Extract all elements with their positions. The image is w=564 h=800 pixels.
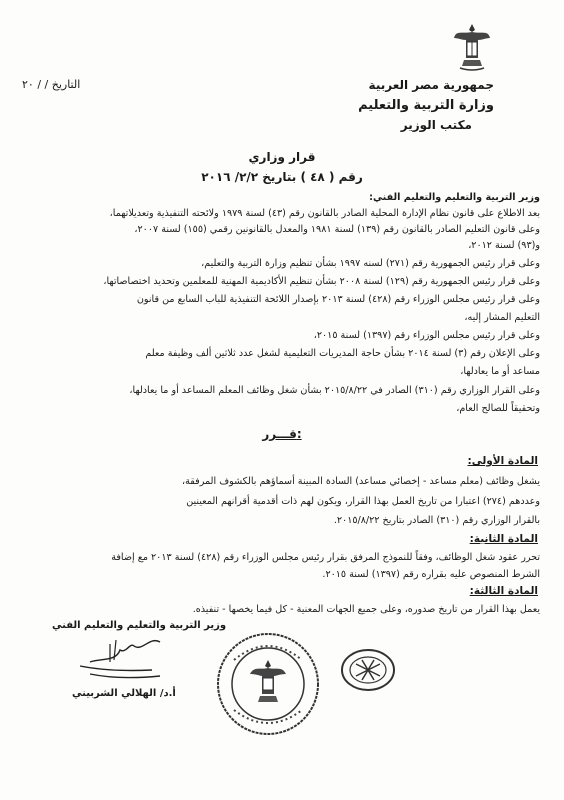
handwritten-signature bbox=[60, 632, 180, 682]
preamble-line: التعليم المشار إليه، bbox=[464, 312, 540, 323]
decree-number: رقم ( ٤٨ ) بتاريخ ٢/٢/ ٢٠١٦ bbox=[201, 170, 363, 184]
article-line: يشغل وظائف (معلم مساعد - إخصائي مساعد) السادة المبينة أسماؤهم بالكشوف المرفقة، bbox=[182, 476, 540, 487]
preamble-line: بعد الاطلاع على قانون نظام الإدارة المحلية الصادر بالقانون رقم (٤٣) لسنة ١٩٧٩ ولائحته التنفيذية وتعديلاتهما، bbox=[109, 208, 540, 219]
header-country: جمهورية مصر العربية bbox=[368, 78, 494, 92]
article-line: وعددهم (٢٧٤) اعتبارا من تاريخ العمل بهذا القرار، ويكون لهم ذات أقدمية أقرانهم المعينين bbox=[186, 496, 540, 507]
preamble-line: وعلى قانون التعليم الصادر بالقانون رقم (١٣٩) لسنة ١٩٨١ والمعدل بالقانونين رقمي (١٥٥) لسنة ٢٠٠٧، bbox=[134, 224, 540, 235]
header-ministry: وزارة التربية والتعليم bbox=[358, 98, 494, 113]
preamble-line: مساعد أو ما يعادلها، bbox=[460, 366, 540, 377]
preamble-line: وتحقيقاً للصالح العام، bbox=[456, 403, 540, 414]
article-line: تحرر عقود شغل الوظائف، وفقاً للنموذج المرفق بقرار رئيس مجلس الوزراء رقم (٤٢٨) لسنة ٢٠١٣ مع إضافة bbox=[111, 552, 540, 563]
preamble-line: وزير التربية والتعليم والتعليم الفني: bbox=[369, 192, 540, 203]
article-2-heading: المادة الثانية: bbox=[469, 533, 538, 545]
preamble-line: وعلى قرار رئيس الجمهورية رقم (٢٧١) لسنه ١٩٩٧ بشأن تنظيم وزارة التربية والتعليم، bbox=[201, 258, 540, 269]
date-label: التاريخ / / ٢٠ bbox=[22, 78, 81, 91]
preamble-line: وعلى قرار رئيس الجمهورية رقم (١٢٩) لسنة ٢٠٠٨ بشأن تنظيم الأكاديمية المهنية للمعلمين وتحديد اختصاصاتها، bbox=[103, 276, 540, 287]
small-stamp bbox=[340, 648, 396, 692]
preamble-line: و(٩٣) لسنة ٢٠١٢، bbox=[468, 240, 540, 251]
preamble-line: وعلى القرار الوزاري رقم (٣١٠) الصادر في ٢٠١٥/٨/٢٢ بشأن شغل وظائف المعلم المساعد أو ما يعادلها، bbox=[129, 385, 540, 396]
article-line: بالقرار الوزاري رقم (٣١٠) الصادر بتاريخ ٢٠١٥/٨/٢٢. bbox=[333, 515, 540, 526]
article-line: الشرط المنصوص عليه بقراره رقم (١٣٩٧) لسنة ٢٠١٥. bbox=[322, 569, 540, 580]
signatory-name: أ.د/ الهلالي الشربيني bbox=[72, 688, 176, 699]
article-1-heading: المادة الأولى: bbox=[467, 455, 538, 467]
preamble-line: وعلى قرار رئيس مجلس الوزراء رقم (١٣٩٧) لسنة ٢٠١٥، bbox=[313, 330, 540, 341]
preamble-line: وعلى الإعلان رقم (٣) لسنة ٢٠١٤ بشأن حاجة المديريات التعليمية لشغل عدد ثلاثين ألف وظيفة معلم bbox=[145, 348, 540, 359]
decision-heading: قـــرر: bbox=[262, 427, 302, 441]
egypt-eagle-emblem bbox=[452, 22, 492, 74]
article-3-heading: المادة الثالثة: bbox=[469, 585, 538, 597]
official-seal bbox=[214, 630, 322, 738]
signatory-title: وزير التربية والتعليم والتعليم الفني bbox=[52, 620, 227, 631]
article-line: يعمل بهذا القرار من تاريخ صدوره، وعلى جميع الجهات المعنية - كل فيما يخصها - تنفيذه. bbox=[192, 604, 540, 615]
preamble-line: وعلى قرار رئيس مجلس الوزراء رقم (٤٢٨) لسنة ٢٠١٣ بإصدار اللائحة التنفيذية للباب السابع من قانون bbox=[136, 294, 540, 305]
decree-title: قرار وزاري bbox=[248, 150, 316, 164]
header-office: مكتب الوزير bbox=[400, 118, 472, 132]
